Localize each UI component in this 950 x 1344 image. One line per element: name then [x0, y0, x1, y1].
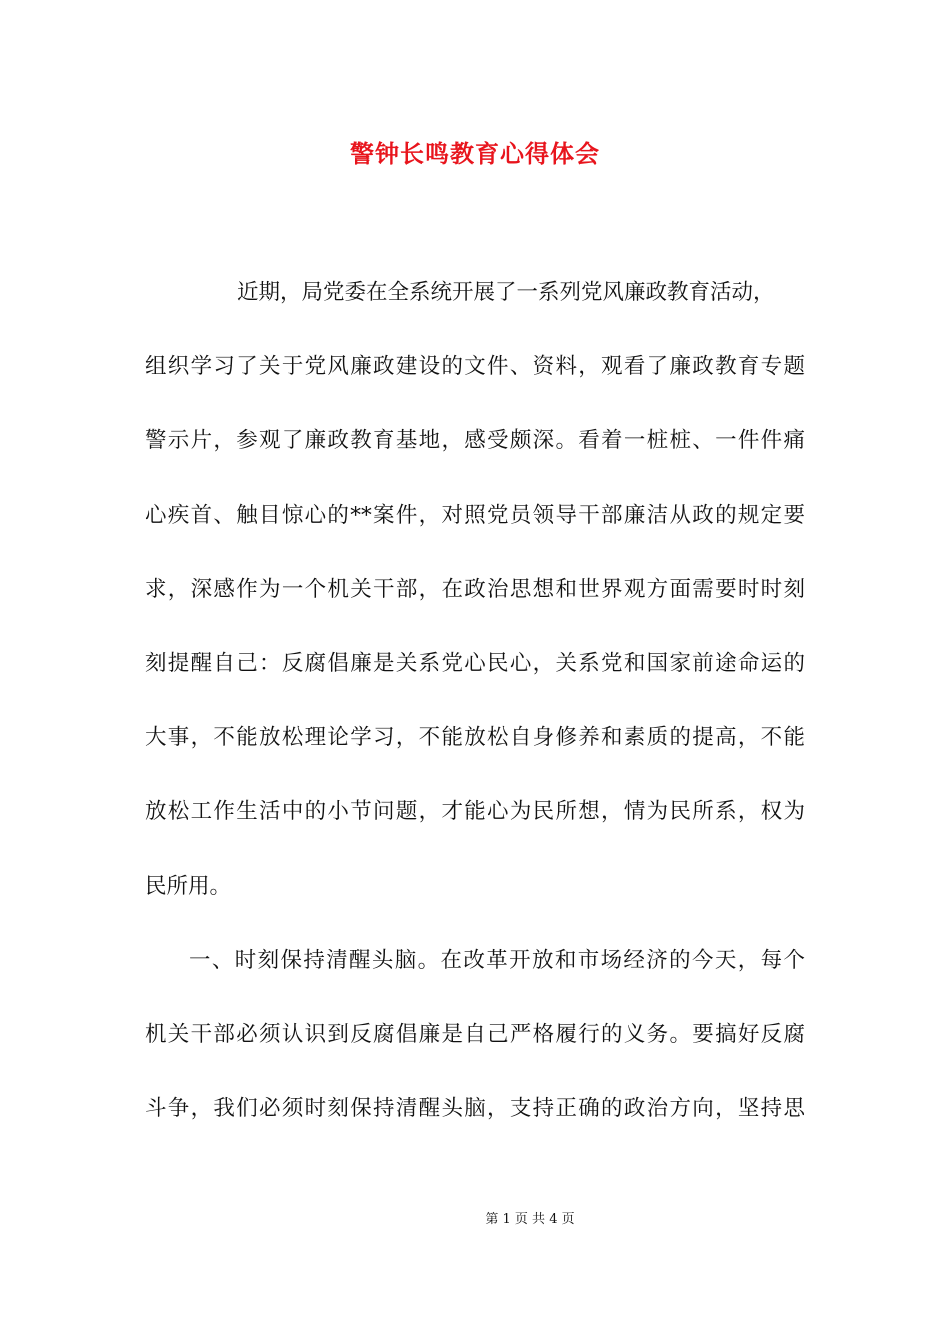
paragraph-1-line-6: 刻提醒自己：反腐倡廉是关系党心民心，关系党和国家前途命运的 [145, 650, 805, 676]
paragraph-1-line-5: 求，深感作为一个机关干部，在政治思想和世界观方面需要时时刻 [145, 576, 805, 602]
paragraph-1-line-2: 组织学习了关于党风廉政建设的文件、资料，观看了廉政教育专题 [145, 354, 805, 380]
paragraph-2-line-1: 一、时刻保持清醒头脑。在改革开放和市场经济的今天，每个 [189, 948, 805, 973]
paragraph-1-line-8: 放松工作生活中的小节问题，才能心为民所想，情为民所系，权为 [145, 799, 805, 825]
document-title: 警钟长鸣教育心得体会 [350, 139, 600, 168]
paragraph-1 [145, 256, 805, 924]
paragraph-2-line-3: 斗争，我们必须时刻保持清醒头脑，支持正确的政治方向，坚持思 [145, 1096, 805, 1122]
paragraph-2 [145, 924, 805, 1147]
paragraph-1-line-1: 近期，局党委在全系统开展了一系列党风廉政教育活动， [237, 280, 775, 305]
page-footer: 第 1 页 共 4 页 [485, 1212, 575, 1227]
paragraph-1-line-4: 心疾首、触目惊心的**案件，对照党员领导干部廉洁从政的规定要 [145, 502, 805, 528]
paragraph-1-line-9: 民所用。 [145, 873, 232, 899]
paragraph-1-line-3: 警示片，参观了廉政教育基地，感受颇深。看着一桩桩、一件件痛 [145, 428, 805, 454]
paragraph-1-line-7: 大事，不能放松理论学习，不能放松自身修养和素质的提高，不能 [145, 725, 805, 751]
paragraph-2-line-2: 机关干部必须认识到反腐倡廉是自己严格履行的义务。要搞好反腐 [145, 1022, 805, 1048]
